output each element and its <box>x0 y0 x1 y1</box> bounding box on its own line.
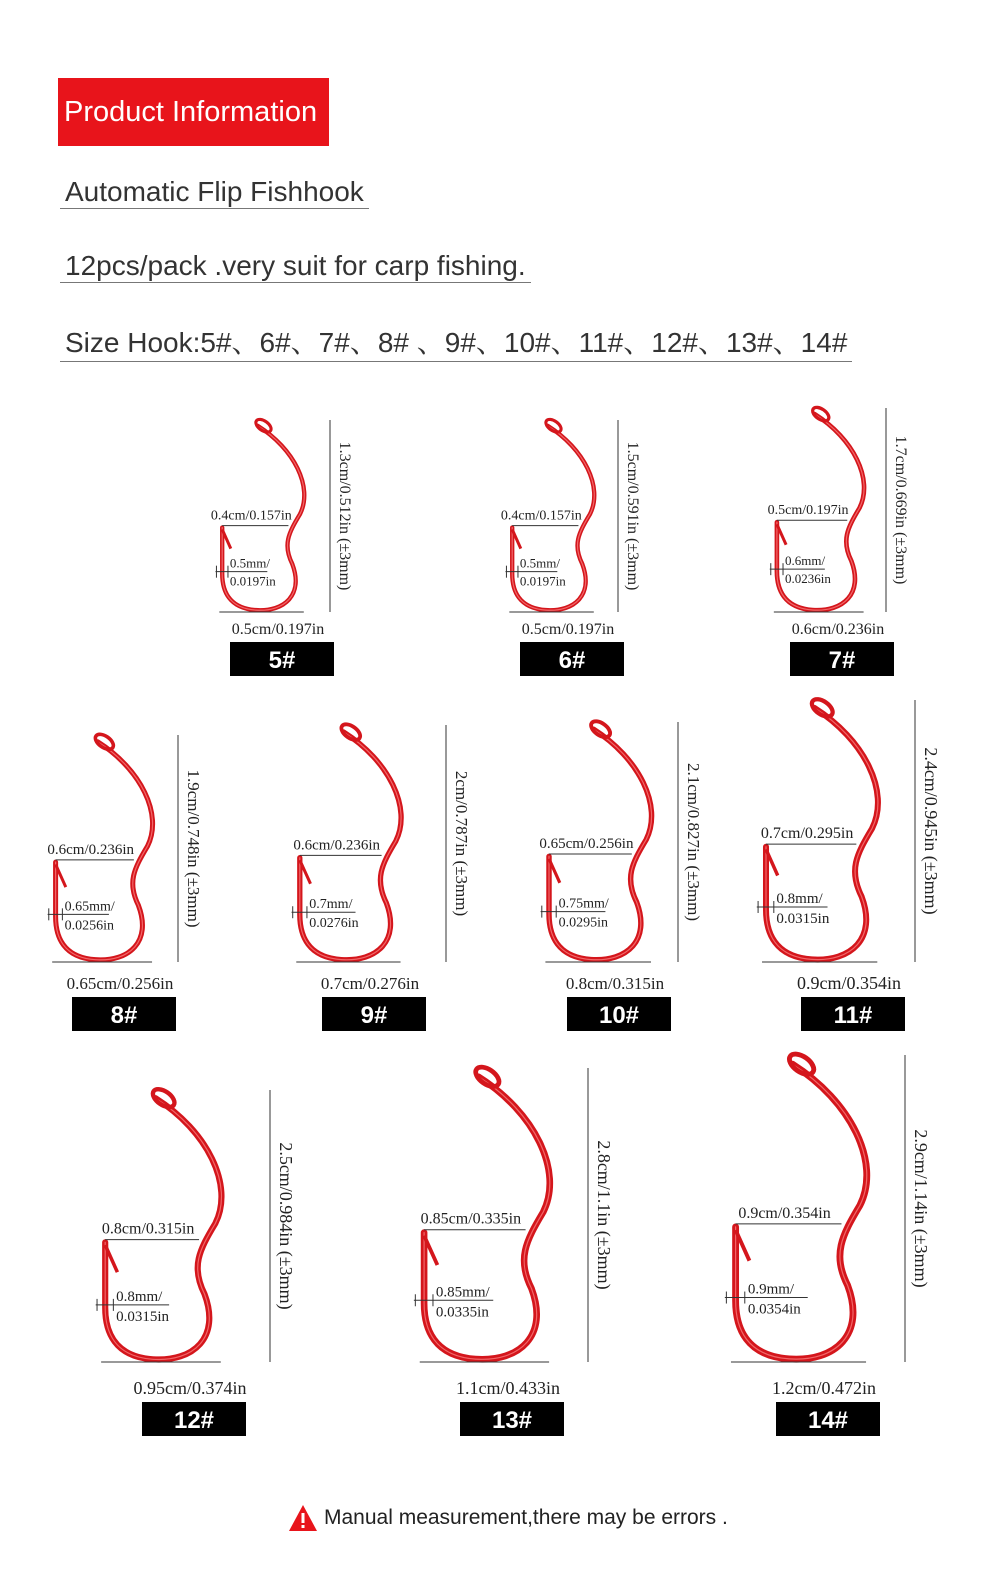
hook-diagram-7 <box>768 405 909 676</box>
width-label: 0.5cm/0.197in <box>521 621 615 638</box>
gap-label: 0.6cm/0.236in <box>47 841 135 858</box>
width-label: 0.8cm/0.315in <box>565 974 665 993</box>
length-label: 1.9cm/0.748in (±3mm) <box>184 769 203 928</box>
wire-label-in: 0.0335in <box>435 1304 489 1321</box>
width-label: 0.95cm/0.374in <box>133 1378 247 1398</box>
width-label: 0.6cm/0.236in <box>791 621 885 638</box>
width-label: 0.5cm/0.197in <box>231 621 325 638</box>
wire-label-mm: 0.85mm/ <box>435 1284 490 1301</box>
gap-label: 0.7cm/0.295in <box>760 825 854 843</box>
width-label: 1.1cm/0.433in <box>456 1378 560 1398</box>
size-label: 8# <box>110 1002 138 1029</box>
hook-eye <box>150 1086 178 1111</box>
wire-label-mm: 0.8mm/ <box>776 890 823 907</box>
wire-label-in: 0.0256in <box>64 918 115 934</box>
wire-label-in: 0.0276in <box>309 916 359 932</box>
length-label: 2.5cm/0.984in (±3mm) <box>276 1142 296 1310</box>
hook-diagram-10 <box>539 718 703 1031</box>
length-label: 2.1cm/0.827in (±3mm) <box>684 762 703 922</box>
wire-label-mm: 0.7mm/ <box>309 897 353 913</box>
hook-diagram-6 <box>501 417 641 676</box>
size-label: 10# <box>598 1002 640 1029</box>
wire-label-in: 0.0315in <box>116 1308 170 1325</box>
width-label: 1.2cm/0.472in <box>772 1378 876 1398</box>
length-label: 1.5cm/0.591in (±3mm) <box>624 441 641 591</box>
wire-label-in: 0.0236in <box>785 571 831 587</box>
size-label: 6# <box>558 647 586 674</box>
length-label: 2.9cm/1.14in (±3mm) <box>911 1129 931 1288</box>
wire-label-in: 0.0354in <box>747 1301 801 1318</box>
hook-eye <box>254 417 274 435</box>
wire-label-mm: 0.75mm/ <box>558 896 609 912</box>
gap-label: 0.4cm/0.157in <box>210 508 292 524</box>
wire-label-in: 0.0315in <box>776 910 830 927</box>
gap-label: 0.85cm/0.335in <box>420 1210 522 1228</box>
width-label: 0.9cm/0.354in <box>797 973 901 993</box>
size-label: 12# <box>173 1407 215 1434</box>
wire-label-in: 0.0295in <box>558 915 608 931</box>
size-list: Size Hook:5#、6#、7#、8# 、9#、10#、11#、12#、13#、14# <box>60 321 852 362</box>
wire-label-mm: 0.5mm/ <box>519 555 560 571</box>
hook-eye <box>339 721 363 743</box>
hook-diagram-12 <box>96 1086 296 1436</box>
hook-eye <box>588 718 613 740</box>
length-label: 2.8cm/1.1in (±3mm) <box>594 1140 614 1290</box>
length-label: 2.4cm/0.945in (±3mm) <box>921 747 941 915</box>
gap-label: 0.4cm/0.157in <box>500 508 582 524</box>
hook-diagram-5 <box>211 417 353 676</box>
size-label: 11# <box>833 1002 873 1029</box>
hook-diagram-13 <box>414 1063 614 1436</box>
product-information-badge: Product Information <box>58 78 329 146</box>
gap-label: 0.9cm/0.354in <box>738 1204 831 1222</box>
wire-label-in: 0.0197in <box>519 573 566 589</box>
wire-label-mm: 0.8mm/ <box>116 1288 163 1305</box>
length-label: 1.7cm/0.669in (±3mm) <box>892 435 909 585</box>
wire-label-mm: 0.9mm/ <box>747 1281 795 1298</box>
gap-label: 0.5cm/0.197in <box>767 503 849 519</box>
length-label: 2cm/0.787in (±3mm) <box>452 770 471 917</box>
hook-eye <box>472 1063 502 1090</box>
hook-eye <box>544 417 564 435</box>
size-label: 13# <box>491 1407 533 1434</box>
size-label: 5# <box>268 647 296 674</box>
wire-label-mm: 0.5mm/ <box>229 555 270 571</box>
size-label: 14# <box>807 1407 849 1434</box>
size-label: 9# <box>360 1002 388 1029</box>
width-label: 0.65cm/0.256in <box>66 974 174 993</box>
pack-info: 12pcs/pack .very suit for carp fishing. <box>60 250 531 283</box>
warning-text: Manual measurement,there may be errors . <box>324 1506 728 1529</box>
gap-label: 0.6cm/0.236in <box>293 837 381 854</box>
hook-eye <box>809 696 836 720</box>
wire-label-mm: 0.6mm/ <box>785 553 826 569</box>
measurement-warning <box>288 1502 728 1534</box>
hook-eye <box>810 405 831 424</box>
hook-diagram-14 <box>725 1050 931 1436</box>
wire-label-mm: 0.65mm/ <box>64 899 115 915</box>
product-name: Automatic Flip Fishhook <box>60 176 369 209</box>
length-label: 1.3cm/0.512in (±3mm) <box>336 441 353 591</box>
gap-label: 0.8cm/0.315in <box>101 1220 195 1238</box>
wire-label-in: 0.0197in <box>229 573 276 589</box>
hook-diagram-8 <box>47 731 203 1031</box>
hook-eye <box>93 731 116 752</box>
hook-diagram-11 <box>757 696 941 1031</box>
width-label: 0.7cm/0.276in <box>320 974 420 993</box>
hook-eye <box>786 1050 817 1078</box>
gap-label: 0.65cm/0.256in <box>539 836 634 852</box>
size-label: 7# <box>828 647 856 674</box>
warning-triangle-icon <box>288 1504 318 1532</box>
hook-diagram-9 <box>292 721 471 1031</box>
